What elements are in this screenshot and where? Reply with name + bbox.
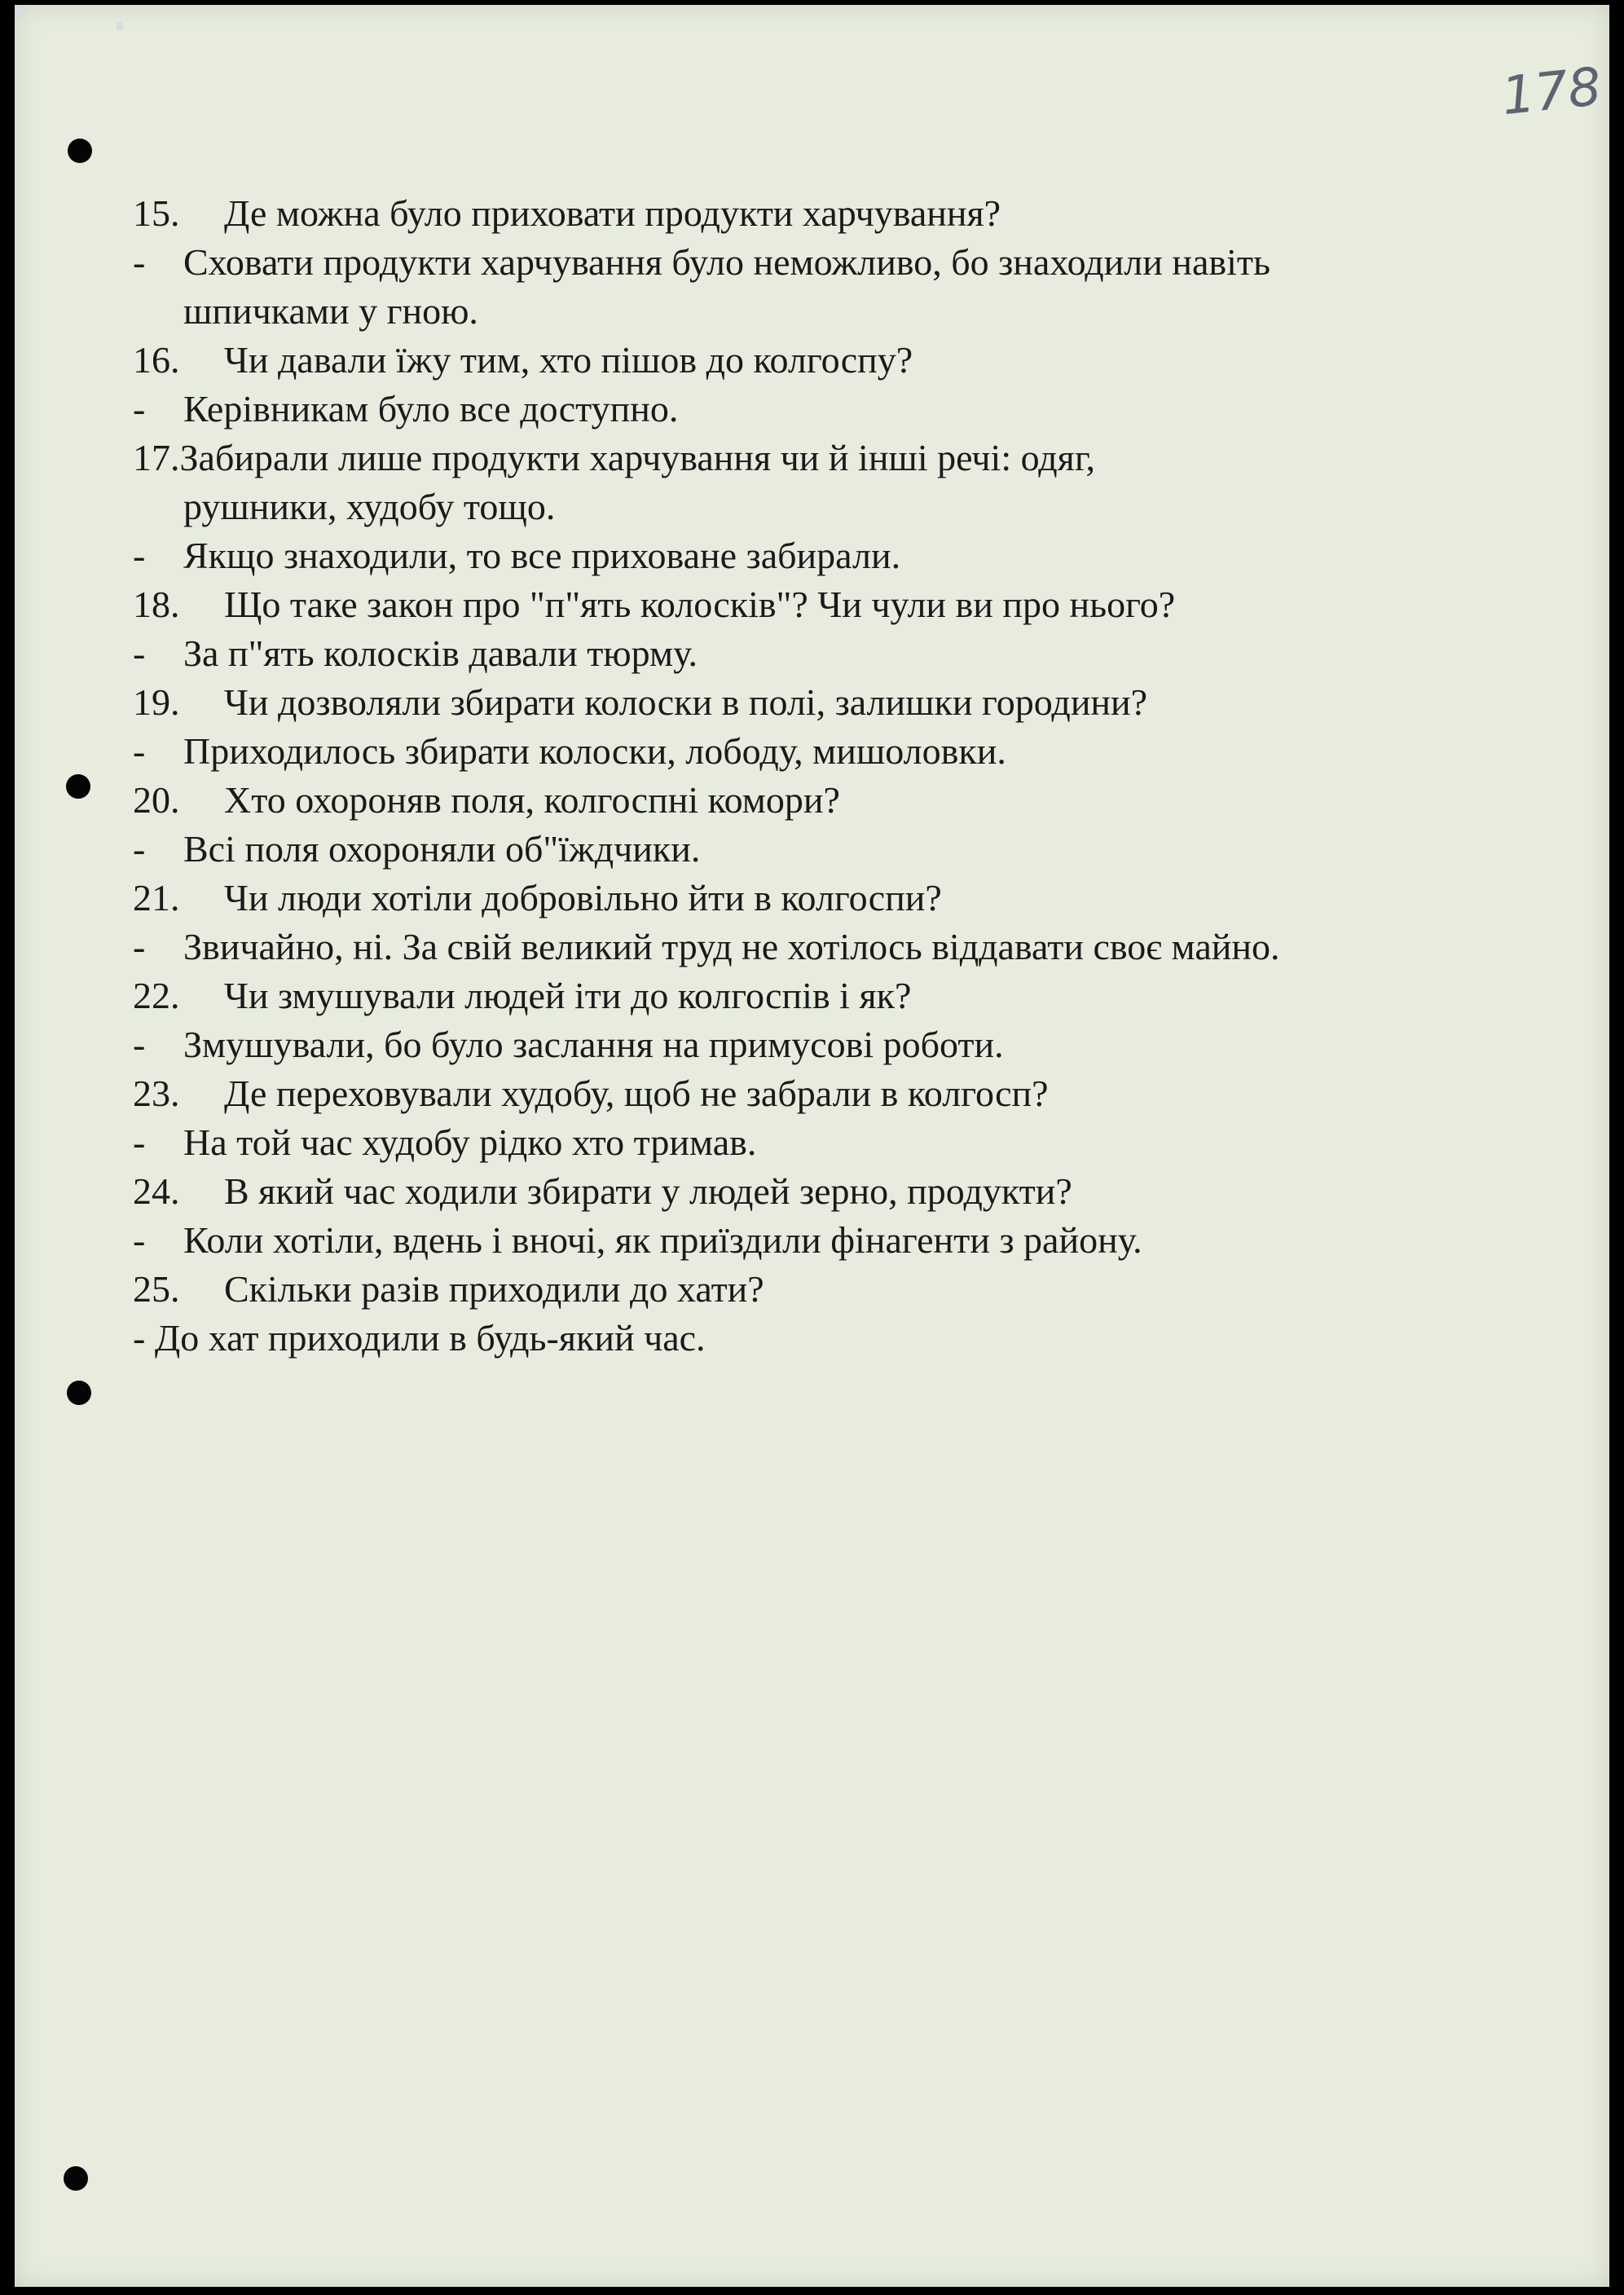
answer-dash: - [133,241,146,283]
question-text: Де можна було приховати продукти харчування? [224,192,1001,234]
question-number: 21. [133,877,180,918]
question-line [133,1266,764,1312]
question-text: Скільки разів приходили до хати? [224,1268,764,1310]
answer-text: - До хат приходили в будь-який час. [133,1317,706,1359]
question-text: Де переховували худобу, щоб не забрали в колгосп? [224,1073,1049,1114]
question-number: 24. [133,1170,180,1212]
answer-text: Керівникам було все доступно. [183,388,679,429]
answer-dash: - [133,632,146,674]
question-text: Що таке закон про "п"ять колосків"? Чи чули ви про нього? [224,584,1176,625]
question-line-continued [183,484,555,530]
answer-line [133,1218,1142,1263]
answer-text: Коли хотіли, вдень і вночі, як приїздили фінагенти з району. [183,1219,1142,1261]
answer-text: За п"ять колосків давали тюрму. [183,632,698,674]
answer-line [133,240,1270,285]
answer-line [133,1022,1004,1068]
question-text: В який час ходили збирати у людей зерно, продукти? [224,1170,1072,1212]
answer-text: Звичайно, ні. За свій великий труд не хотілось віддавати своє майно. [183,926,1280,967]
question-number: 22. [133,975,180,1016]
punch-hole-2 [66,774,90,799]
punch-hole-3 [67,1381,91,1405]
question-text: Чи дозволяли збирати колоски в полі, залишки городини? [224,681,1148,723]
question-line [133,191,1001,236]
answer-text: Якщо знаходили, то все приховане забирали. [183,535,901,576]
question-number: 18. [133,584,180,625]
answer-line [133,1315,706,1361]
answer-line [183,289,478,334]
answer-dash: - [133,730,146,772]
document-page [15,5,1609,2287]
answer-dash: - [133,1024,146,1065]
answer-text: шпичками у гною. [183,290,478,332]
answer-line [133,1120,756,1165]
question-number: 15. [133,192,180,234]
answer-line [133,826,700,872]
question-line [133,973,911,1019]
question-line [133,582,1175,628]
answer-line [133,533,900,579]
question-line [133,680,1147,725]
question-line [133,875,942,921]
answer-text: Сховати продукти харчування було неможливо, бо знаходили навіть [183,241,1270,283]
corner-mark-right [117,21,123,31]
question-text: Чи давали їжу тим, хто пішов до колгоспу? [224,339,913,381]
question-text: Забирали лише продукти харчування чи й інші речі: одяг, [179,437,1096,478]
handwritten-page-number: 178 [1499,56,1604,128]
answer-text: Змушували, бо було заслання на примусові роботи. [183,1024,1004,1065]
answer-text: На той час худобу рідко хто тримав. [183,1121,757,1163]
question-text: Чи люди хотіли добровільно йти в колгоспи? [224,877,942,918]
answer-text: Всі поля охороняли об"їждчики. [183,828,701,870]
question-line [133,1071,1049,1117]
question-text: рушники, худобу тощо. [183,486,556,527]
question-number: 23. [133,1073,180,1114]
question-line [133,777,840,823]
answer-text: Приходилось збирати колоски, лободу, мишоловки. [183,730,1006,772]
question-text: Чи змушували людей іти до колгоспів і як? [224,975,912,1016]
answer-dash: - [133,1121,146,1163]
question-number: 19. [133,681,180,723]
punch-hole-4 [64,2166,88,2191]
corner-mark-left [16,7,24,18]
answer-dash: - [133,828,146,870]
answer-line [133,924,1280,970]
question-line [133,1169,1072,1214]
question-number: 20. [133,779,180,821]
question-line [133,435,1095,481]
answer-dash: - [133,535,146,576]
answer-dash: - [133,1219,146,1261]
question-number: 17. [133,437,180,478]
question-line [133,337,913,383]
question-text: Хто охороняв поля, колгоспні комори? [224,779,840,821]
question-number: 16. [133,339,180,381]
punch-hole-1 [68,139,92,163]
answer-line [133,631,698,676]
answer-dash: - [133,926,146,967]
answer-line [133,729,1006,774]
answer-dash: - [133,388,146,429]
question-number: 25. [133,1268,180,1310]
answer-line [133,386,678,432]
